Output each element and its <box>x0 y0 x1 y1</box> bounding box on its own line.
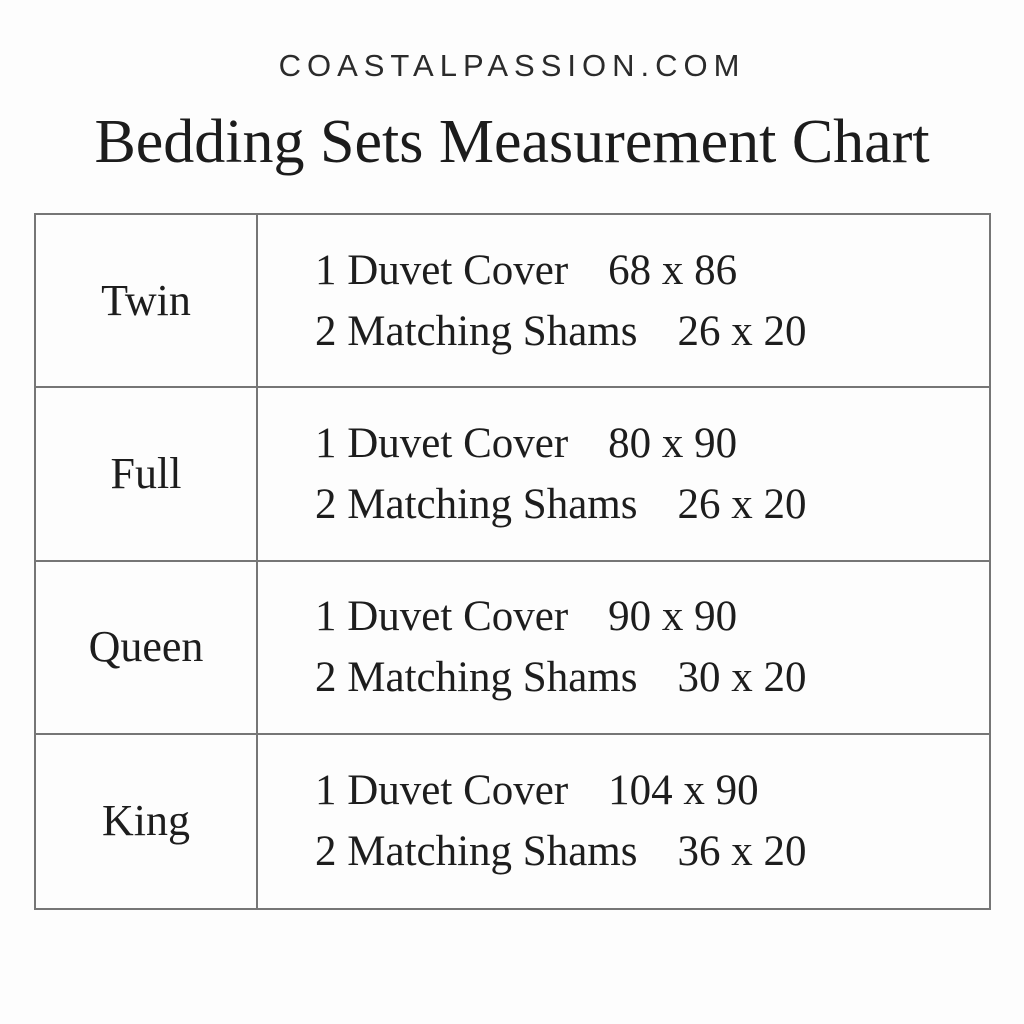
item-label: 1 Duvet Cover <box>315 767 569 815</box>
row-details-cell <box>258 215 989 386</box>
detail-line <box>315 586 989 647</box>
item-size: 80 x 90 <box>608 419 738 467</box>
item-label: 1 Duvet Cover <box>315 419 569 467</box>
item-size: 68 x 86 <box>608 246 738 294</box>
bed-size-label: Full <box>110 448 182 498</box>
item-label: 2 Matching Shams <box>315 307 638 355</box>
item-size: 90 x 90 <box>608 593 738 641</box>
bed-size-cell <box>36 215 258 386</box>
item-label: 2 Matching Shams <box>315 828 638 876</box>
item-size: 36 x 20 <box>677 828 807 876</box>
item-size: 26 x 20 <box>677 307 807 355</box>
detail-line <box>315 821 989 882</box>
row-details-cell <box>258 735 989 908</box>
detail-line <box>315 760 989 821</box>
row-details-cell <box>258 562 989 733</box>
row-details-cell <box>258 388 989 559</box>
bed-size-cell <box>36 735 258 908</box>
bed-size-label: Twin <box>101 275 191 325</box>
item-label: 1 Duvet Cover <box>315 246 569 294</box>
table-row-twin <box>36 215 989 388</box>
item-size: 30 x 20 <box>677 654 807 702</box>
detail-line <box>315 474 989 535</box>
item-label: 1 Duvet Cover <box>315 593 569 641</box>
item-size: 26 x 20 <box>677 480 807 528</box>
bed-size-cell <box>36 562 258 733</box>
table-row-king <box>36 735 989 908</box>
detail-line <box>315 647 989 708</box>
item-label: 2 Matching Shams <box>315 480 638 528</box>
bed-size-cell <box>36 388 258 559</box>
site-brand: COASTALPASSION.COM <box>278 48 746 83</box>
item-label: 2 Matching Shams <box>315 654 638 702</box>
bed-size-label: King <box>102 796 190 846</box>
table-row-full <box>36 388 989 561</box>
measurement-table <box>34 213 991 910</box>
page-title: Bedding Sets Measurement Chart <box>94 108 930 176</box>
detail-line <box>315 240 989 301</box>
detail-line <box>315 413 989 474</box>
item-size: 104 x 90 <box>608 767 759 815</box>
detail-line <box>315 301 989 362</box>
bed-size-label: Queen <box>88 622 204 672</box>
table-row-queen <box>36 562 989 735</box>
